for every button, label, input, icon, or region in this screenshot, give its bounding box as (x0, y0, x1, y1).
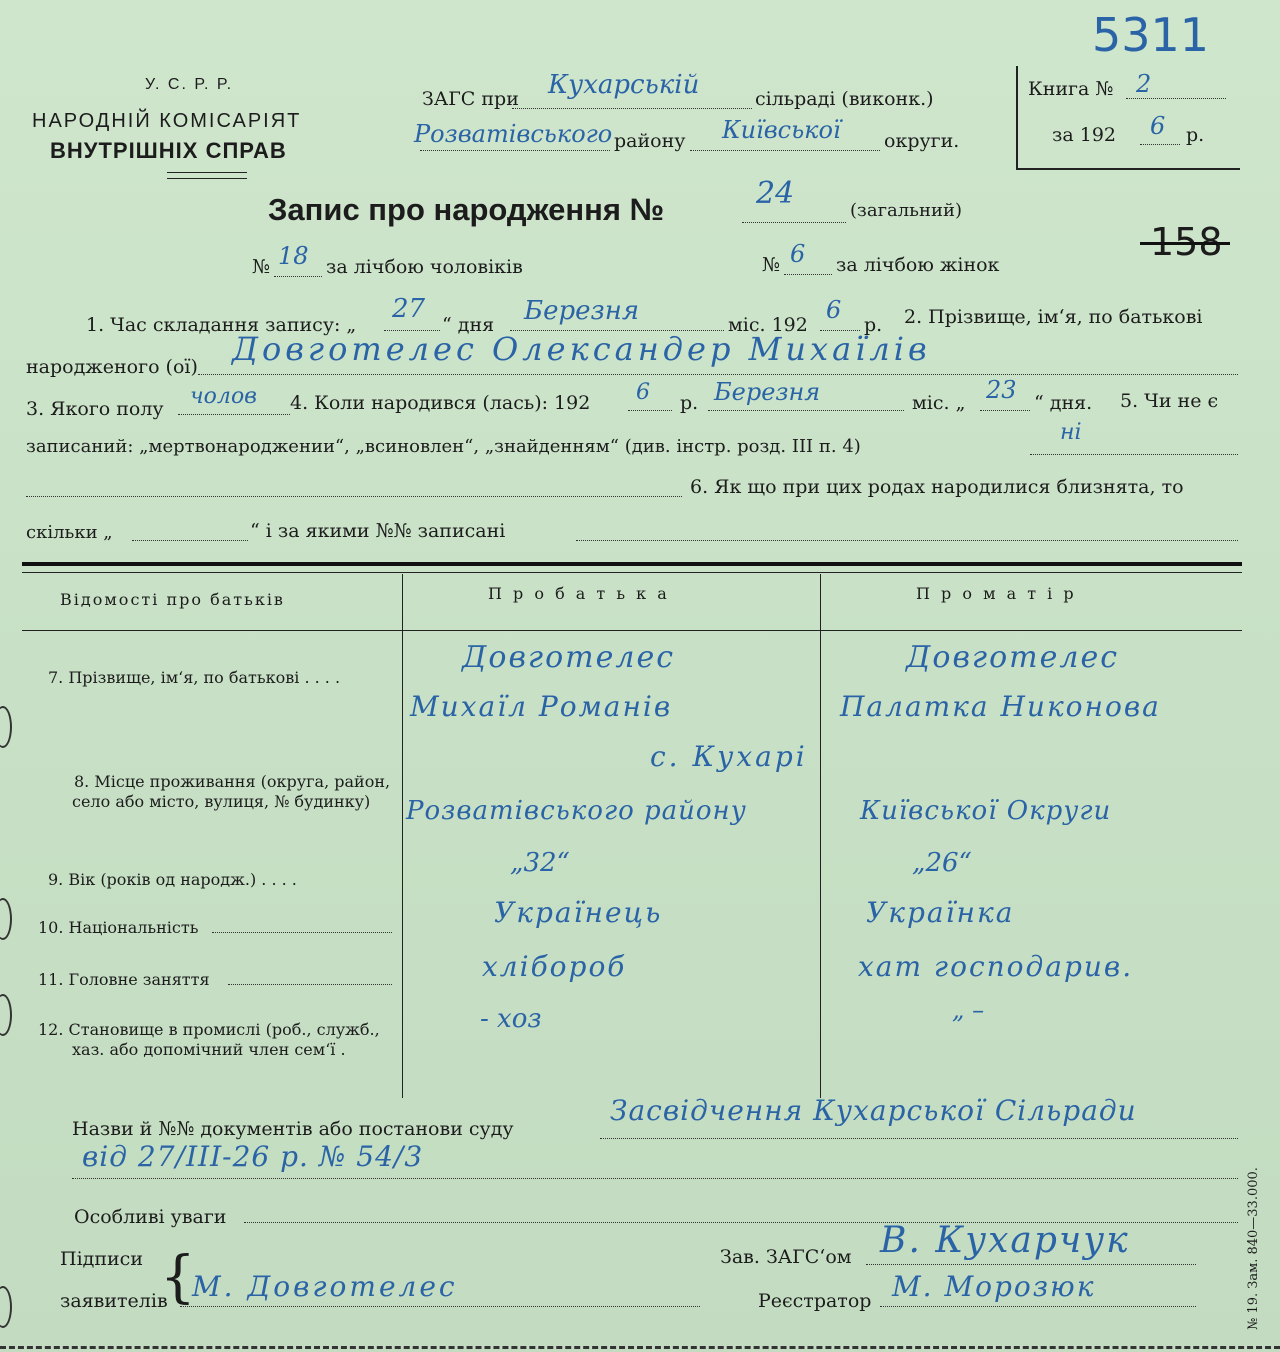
book-year-line (1140, 144, 1180, 145)
book-year-value: 6 (1150, 112, 1166, 140)
registrar-label: Реєстратор (758, 1290, 872, 1312)
f3-value: чолов (190, 384, 257, 409)
raion-line (420, 150, 610, 151)
record-number: 24 (756, 176, 795, 211)
row7-mother-2: Палатка Никонова (840, 690, 1161, 723)
f4-day-line (980, 410, 1030, 411)
docs-value-1: Засвідчення Кухарської Сільради (610, 1094, 1137, 1127)
row11-mother: хат господарив. (858, 950, 1134, 983)
row8-father-1: с. Кухарі (650, 740, 808, 773)
docs-label: Назви й №№ документів або постанови суду (72, 1118, 514, 1140)
binding-hole (0, 706, 12, 748)
f1-label: 1. Час складання запису: „ (86, 314, 357, 336)
f6-cont-b: “ і за якими №№ записані (250, 520, 506, 542)
table-top-rule-2 (22, 572, 1242, 573)
row10-dots (212, 932, 392, 933)
row11-father: хлібороб (482, 950, 627, 983)
binding-hole (0, 1286, 12, 1328)
zags-pre-label: ЗАГС при (422, 88, 519, 110)
ussr-label: У. С. Р. Р. (145, 76, 234, 93)
row7-father-2: Михаїл Романів (410, 690, 673, 723)
f3-label: 3. Якого полу (26, 398, 164, 420)
book-label: Книга № (1028, 78, 1114, 100)
f5-label: 5. Чи не є (1120, 390, 1219, 412)
docs-line-2 (72, 1178, 1238, 1179)
row10-label: 10. Національність (38, 918, 199, 937)
row8-label-1: 8. Місце проживання (округа, район, (74, 772, 391, 791)
row8-label-2: село або місто, вулиця, № будинку) (72, 792, 371, 811)
f4-r: р. (680, 392, 699, 414)
docs-line-1 (600, 1138, 1238, 1139)
zags-head-line (866, 1264, 1196, 1265)
f2-label: 2. Прізвище, ім‘я, по батькові (904, 306, 1203, 328)
binding-hole (0, 994, 12, 1036)
row12-mother: „ – (952, 996, 985, 1024)
okruha-label: округи. (884, 130, 960, 152)
strike-line (1140, 242, 1230, 245)
bottom-rule (0, 1346, 1280, 1349)
okruha-line (690, 150, 880, 151)
book-value: 2 (1136, 70, 1152, 98)
f5-value: ні (1060, 420, 1082, 445)
registrar-line (880, 1306, 1196, 1307)
f4-month: Березня (714, 378, 821, 406)
col-father-header: П р о б а т ь к а (488, 584, 670, 603)
f6-count-line (132, 540, 248, 541)
f6-line-b (576, 540, 1238, 541)
row11-dots (228, 984, 392, 985)
table-col-divider-2 (820, 574, 821, 1098)
registrar-signature: М. Морозюк (892, 1270, 1096, 1303)
f4-year: 6 (636, 380, 650, 405)
f2-line (198, 374, 1238, 375)
header-rule-2 (167, 178, 247, 179)
f1-day: 27 (392, 294, 426, 324)
f6-label: 6. Як що при цих родах народилися близнята, то (690, 476, 1184, 498)
women-value: 6 (790, 240, 806, 268)
zags-head-signature: В. Кухарчук (880, 1220, 1130, 1261)
zags-village-value: Кухарській (548, 70, 700, 100)
table-header-rule (22, 630, 1242, 631)
applicant-signature: М. Довготелес (192, 1270, 458, 1303)
f1-day-post: “ дня (442, 314, 495, 336)
f5-line (1030, 454, 1238, 455)
f6-line-a (26, 496, 682, 497)
row7-father-1: Довготелес (462, 640, 675, 675)
f4-day-post: “ дня. (1034, 392, 1093, 414)
men-line (274, 276, 322, 277)
women-line (784, 274, 832, 275)
docs-value-2: від 27/III-26 р. № 54/3 (82, 1140, 424, 1173)
men-value: 18 (278, 242, 309, 270)
row11-label: 11. Головне заняття (38, 970, 210, 989)
men-pre: № (252, 256, 270, 278)
sign-brace: { (160, 1245, 196, 1310)
col-mother-header: П р о м а т і р (916, 584, 1077, 603)
f4-year-line (628, 410, 672, 411)
col-info-header: Відомості про батьків (60, 590, 285, 609)
row12-label-1: 12. Становище в промислі (роб., служб., (38, 1020, 380, 1039)
row12-father: - хоз (480, 1004, 542, 1034)
f5-text: записаний: „мертвонароджении“, „всиновлен“, „знайденням“ (див. інстр. розд. III п. 4) (26, 436, 861, 457)
row9-father: „32“ (510, 848, 570, 878)
f4-month-line (708, 410, 904, 411)
binding-hole (0, 898, 12, 940)
raion-label: району (614, 130, 686, 152)
f1-year-pre: міс. 192 (728, 314, 808, 336)
f2-label-cont: народженого (ої) (26, 356, 198, 378)
men-label: за лічбою чоловіків (326, 256, 523, 278)
f4-label: 4. Коли народився (лась): 192 (290, 392, 591, 414)
sign-label-1: Підписи (60, 1248, 143, 1270)
book-line (1126, 98, 1226, 99)
commissariat-line-1: НАРОДНІЙ КОМІСАРІЯТ (32, 110, 302, 132)
f2-value: Довготелес Олександер Михаїлів (232, 330, 931, 368)
f3-line (178, 414, 290, 415)
row7-mother-1: Довготелес (906, 640, 1119, 675)
f6-cont-a: скільки „ (26, 522, 113, 543)
notes-label: Особливі уваги (74, 1206, 227, 1228)
row8-mother-2: Київської Округи (860, 796, 1112, 826)
row8-father-2: Розватівського району (406, 796, 747, 826)
row12-label-2: хаз. або допомічний член сем‘ї . (72, 1040, 346, 1059)
table-col-divider-1 (402, 574, 403, 1098)
book-year-pre: за 192 (1052, 124, 1116, 146)
f1-year-post: р. (864, 314, 883, 336)
f1-year: 6 (826, 296, 842, 324)
zags-post-label: сільраді (виконк.) (755, 88, 934, 110)
f4-mis: міс. „ (912, 392, 966, 414)
book-year-post: р. (1186, 124, 1205, 146)
sign-line (180, 1306, 700, 1307)
printer-mark: № 19. Зам. 840—33.000. (1246, 1167, 1261, 1330)
row7-label: 7. Прізвище, ім‘я, по батькові . . . . (48, 668, 341, 687)
record-general-label: (загальний) (850, 200, 962, 221)
record-struck-number: 158 (1150, 220, 1223, 264)
table-top-rule-1 (22, 562, 1242, 566)
f1-month: Березня (524, 296, 640, 326)
row10-mother: Українка (866, 896, 1015, 929)
header-rule-1 (167, 172, 247, 173)
women-pre: № (762, 254, 780, 276)
zags-village-line (512, 108, 752, 109)
f4-day: 23 (986, 376, 1017, 404)
zags-head-label: Зав. ЗАГС‘ом (720, 1246, 852, 1268)
raion-value: Розватівського (414, 120, 613, 148)
record-title: Запис про народження № (268, 192, 665, 227)
sign-label-2: заявителів (60, 1290, 168, 1312)
record-number-line (742, 222, 846, 223)
women-label: за лічбою жінок (836, 254, 1000, 276)
commissariat-line-2: ВНУТРІШНІХ СПРАВ (50, 138, 287, 163)
row9-label: 9. Вік (років од народж.) . . . . (48, 870, 297, 889)
row9-mother: „26“ (912, 848, 972, 878)
stamp-number: 5311 (1092, 8, 1210, 62)
okruha-value: Київської (722, 116, 841, 144)
row10-father: Українець (494, 896, 663, 929)
